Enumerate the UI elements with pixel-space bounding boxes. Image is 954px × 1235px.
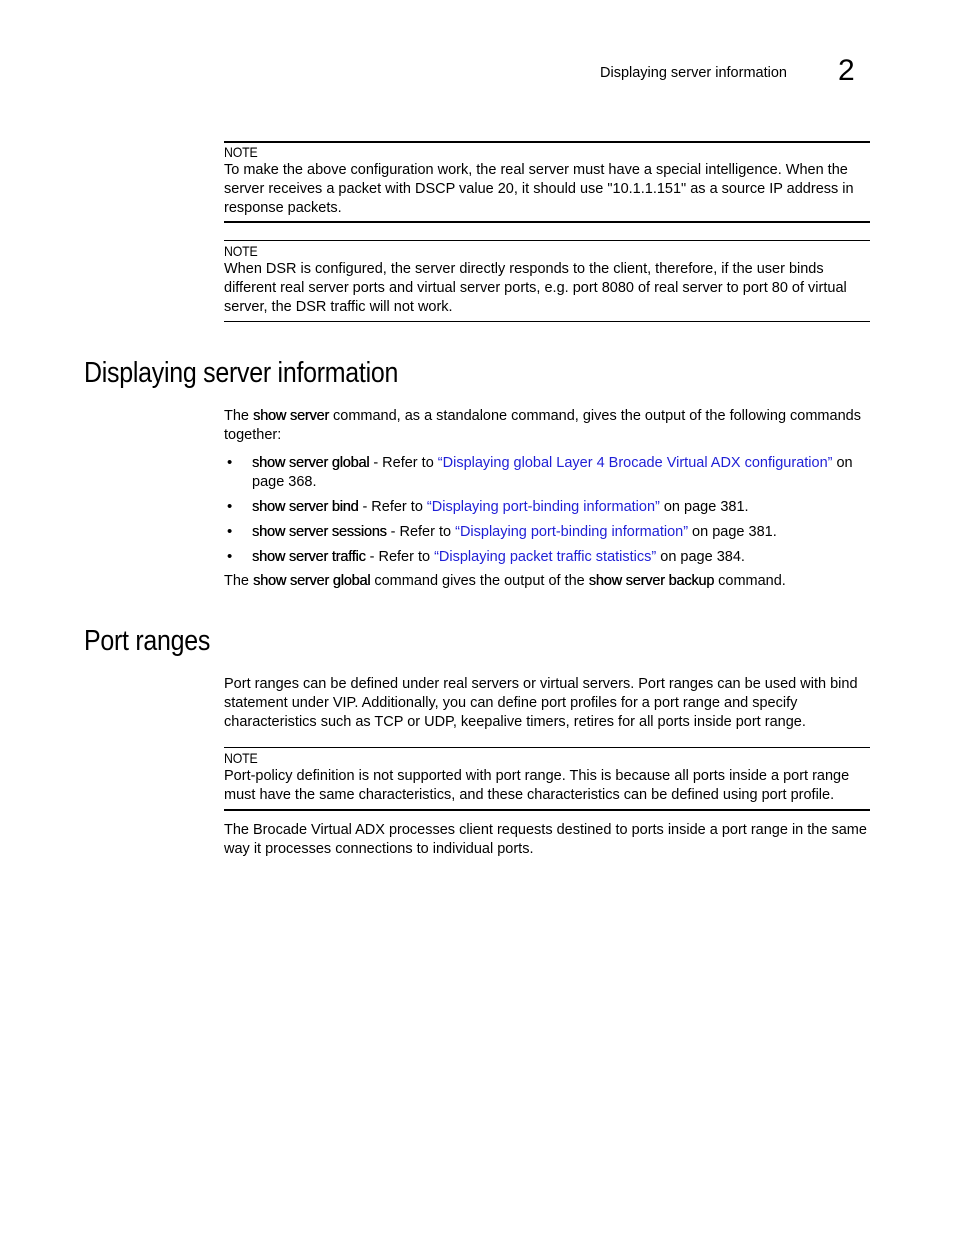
section-heading: Displaying server information <box>84 357 399 389</box>
command-name: show server <box>253 408 329 424</box>
intro-paragraph: The show server command, as a standalone command, gives the output of the following commands together: <box>224 408 861 443</box>
bullet-icon: • <box>227 454 233 471</box>
cross-reference-link[interactable]: “Displaying port-binding information” <box>455 524 689 540</box>
list-item: • show server bind - Refer to “Displaying port-binding information” on page 381. <box>227 498 749 515</box>
list-item: • show server global - Refer to “Displaying global Layer 4 Brocade Virtual ADX configuration” on page 368. <box>227 454 853 490</box>
cross-reference-link[interactable]: “Displaying global Layer 4 Brocade Virtual ADX configuration” <box>437 455 833 471</box>
note-text: To make the above configuration work, the real server must have a special intelligence. When the server receives a packet with DSCP value 20, it should use "10.1.1.151" as a source IP address in response packets. <box>224 162 854 216</box>
outro-paragraph: The show server global command gives the output of the show server backup command. <box>224 573 786 589</box>
note-label: NOTE <box>224 243 258 259</box>
chapter-number: 2 <box>838 54 855 87</box>
command-list <box>224 454 870 567</box>
section-heading: Port ranges <box>84 625 211 657</box>
note-block <box>224 243 870 317</box>
command-name: show server global <box>252 455 370 471</box>
command-name: show server global <box>253 573 371 589</box>
command-name: show server backup <box>588 573 715 589</box>
note-bottom-rule <box>224 809 870 811</box>
note-top-rule <box>224 747 870 748</box>
body-paragraph: Port ranges can be defined under real servers or virtual servers. Port ranges can be used with bind statement under VIP. Additionally, you can define port profiles for a port range and specify characteristics such as TCP or UDP, keepalive timers, retires for all ports inside port range. <box>224 676 858 730</box>
running-header-title: Displaying server information <box>600 65 787 81</box>
list-item: • show server sessions - Refer to “Displaying port-binding information” on page 381. <box>227 523 777 540</box>
list-item: • show server traffic - Refer to “Displaying packet traffic statistics” on page 384. <box>227 548 745 565</box>
note-block <box>224 144 870 218</box>
note-top-rule <box>224 240 870 241</box>
note-top-rule <box>224 141 870 143</box>
note-text: When DSR is configured, the server directly responds to the client, therefore, if the user binds different real server ports and virtual server ports, e.g. port 8080 of real server to port 80 of virtual server, the DSR traffic will not work. <box>224 261 847 315</box>
command-name: show server bind <box>252 499 359 515</box>
cross-reference-link[interactable]: “Displaying packet traffic statistics” <box>434 549 657 565</box>
bullet-icon: • <box>227 548 233 565</box>
note-bottom-rule <box>224 321 870 322</box>
note-bottom-rule <box>224 221 870 223</box>
bullet-icon: • <box>227 523 233 540</box>
cross-reference-link[interactable]: “Displaying port-binding information” <box>426 499 660 515</box>
command-name: show server traffic <box>252 549 366 565</box>
note-label: NOTE <box>224 144 258 160</box>
command-name: show server sessions <box>252 524 387 540</box>
body-paragraph: The Brocade Virtual ADX processes client requests destined to ports inside a port range in the same way it processes connections to individual ports. <box>224 822 867 857</box>
note-text: Port-policy definition is not supported with port range. This is because all ports inside a port range must have the same characteristics, and these characteristics can be defined using port profile. <box>224 768 850 803</box>
note-block <box>224 750 870 805</box>
note-label: NOTE <box>224 750 258 766</box>
bullet-icon: • <box>227 498 233 515</box>
